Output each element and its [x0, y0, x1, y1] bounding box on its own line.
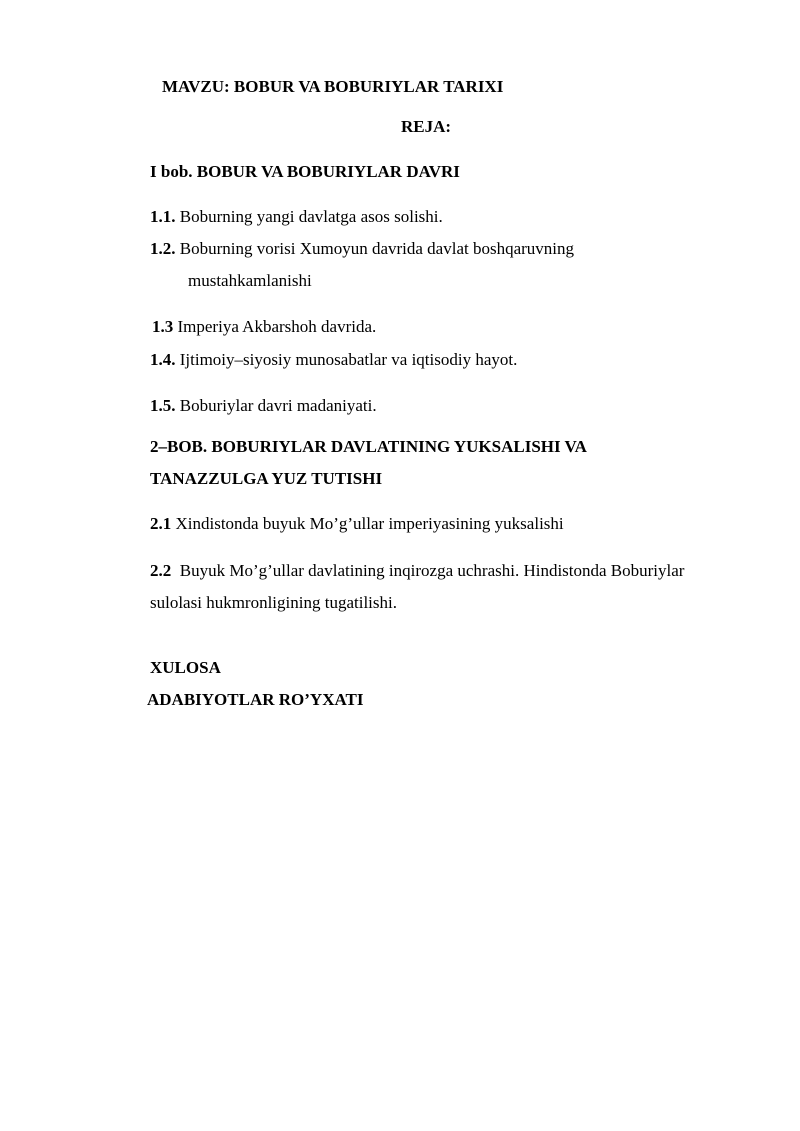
chapter-2-title-line-1: 2–BOB. BOBURIYLAR DAVLATINING YUKSALISHI VA [150, 437, 587, 456]
plan-item-2-1 [150, 514, 564, 534]
item-number: 1.1. [150, 207, 176, 226]
item-text: Boburiylar davri madaniyati. [179, 396, 377, 415]
plan-item-1-2-continuation: mustahkamlanishi [188, 271, 312, 290]
plan-item-2-2 [150, 561, 684, 581]
plan-item-1-2 [150, 239, 574, 259]
item-text: Boburning yangi davlatga asos solishi. [179, 207, 443, 226]
chapter-1-title: I bob. BOBUR VA BOBURIYLAR DAVRI [150, 162, 460, 181]
plan-item-1-4 [150, 350, 517, 370]
item-text: Buyuk Mo’g’ullar davlatining inqirozga uchrashi. Hindistonda Boburiylar [179, 561, 685, 580]
plan-item-1-1 [150, 207, 443, 227]
item-number: 1.5. [150, 396, 176, 415]
plan-item-2-2-continuation: sulolasi hukmronligining tugatilishi. [150, 593, 397, 612]
plan-item-1-5 [150, 396, 377, 416]
item-number: 1.4. [150, 350, 176, 369]
references-heading: ADABIYOTLAR RO’YXATI [147, 690, 364, 709]
topic-title: MAVZU: BOBUR VA BOBURIYLAR TARIXI [162, 77, 504, 96]
plan-heading: REJA: [401, 117, 452, 136]
item-number: 2.1 [150, 514, 172, 533]
item-number: 1.2. [150, 239, 176, 258]
item-text: Xindistonda buyuk Mo’g’ullar imperiyasining yuksalishi [175, 514, 564, 533]
conclusion-heading: XULOSA [150, 658, 221, 677]
item-text: Ijtimoiy–siyosiy munosabatlar va iqtisodiy hayot. [179, 350, 518, 369]
item-number: 1.3 [152, 317, 174, 336]
item-text: Boburning vorisi Xumoyun davrida davlat boshqaruvning [179, 239, 575, 258]
chapter-2-title-line-2: TANAZZULGA YUZ TUTISHI [150, 469, 383, 488]
item-text: Imperiya Akbarshoh davrida. [177, 317, 377, 336]
item-number: 2.2 [150, 561, 172, 580]
plan-item-1-3 [152, 317, 376, 337]
